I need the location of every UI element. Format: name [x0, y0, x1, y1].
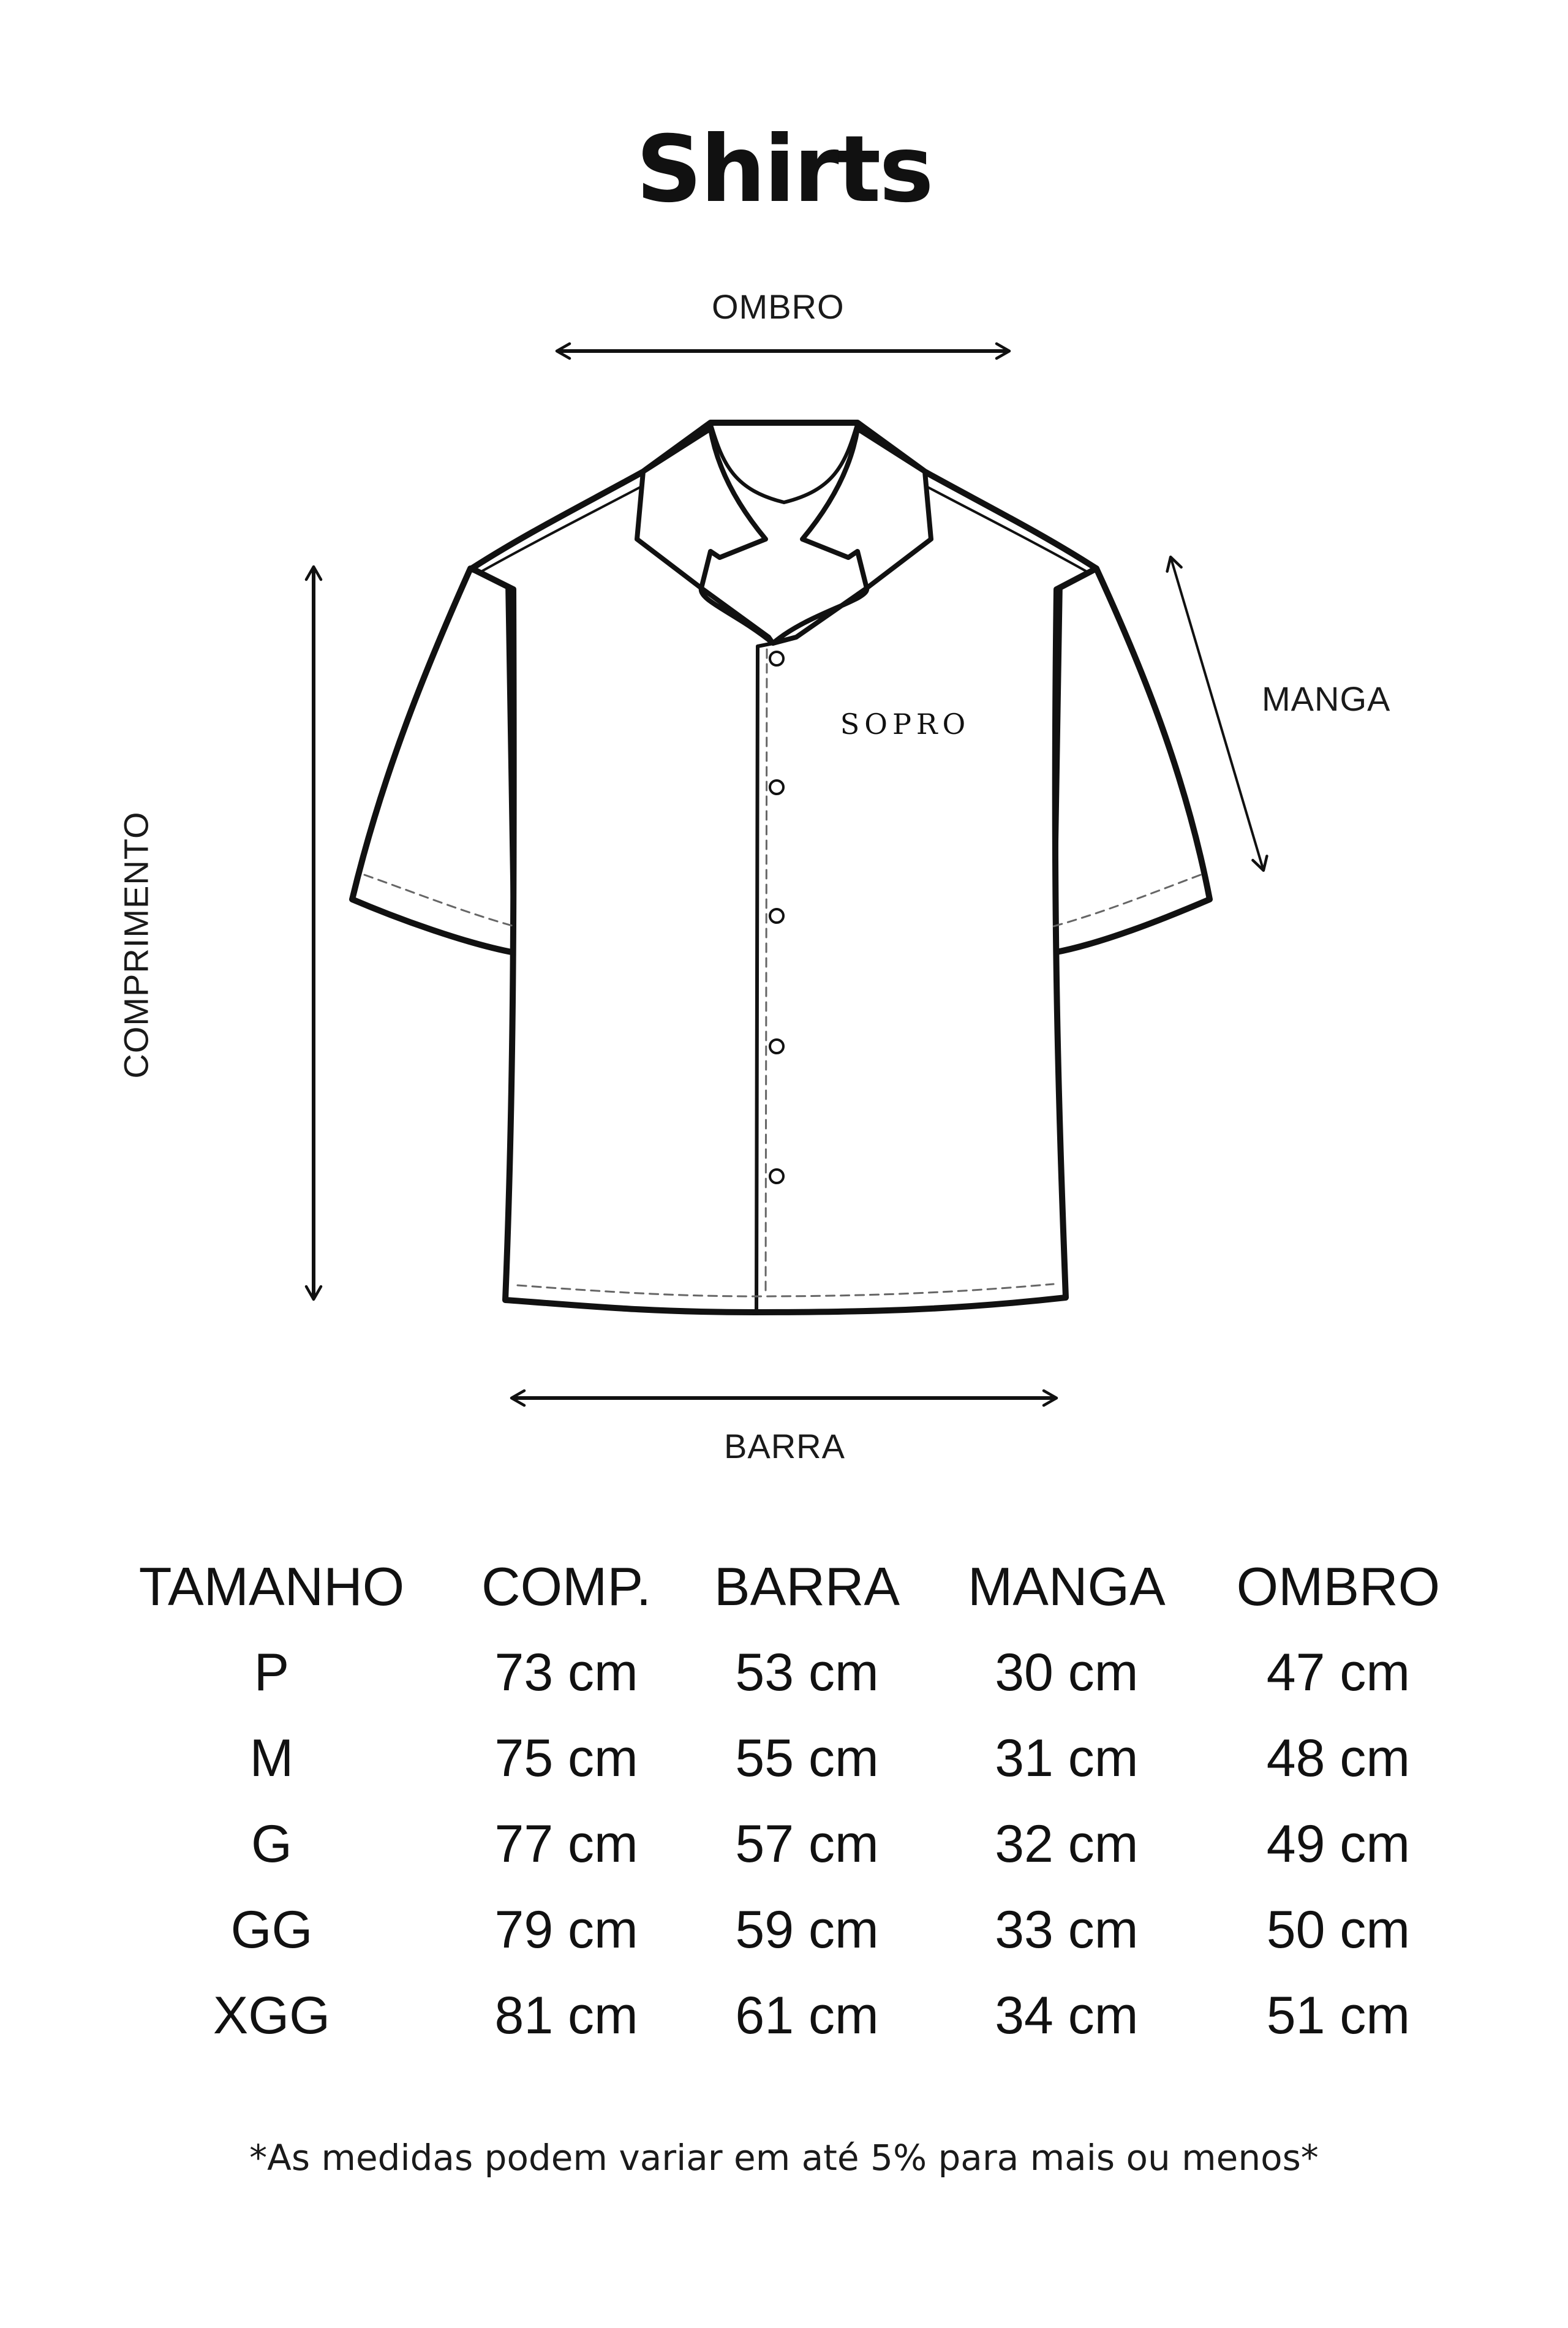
size-cell: M: [249, 1728, 294, 1788]
barra-label: BARRA: [724, 1427, 845, 1465]
comp-cell: 81 cm: [494, 1986, 638, 2045]
barra-cell: 59 cm: [735, 1900, 879, 1959]
size-cell: G: [251, 1814, 292, 1873]
header-ombro: OMBRO: [1236, 1556, 1441, 1617]
barra-cell: 53 cm: [735, 1642, 879, 1702]
manga-cell: 34 cm: [995, 1986, 1139, 2045]
ombro-cell: 47 cm: [1266, 1642, 1410, 1702]
comp-cell: 73 cm: [494, 1642, 638, 1702]
button-1: [770, 652, 783, 665]
comprimento-label: COMPRIMENTO: [116, 811, 156, 1079]
comp-cell: 77 cm: [494, 1814, 638, 1873]
ombro-label: OMBRO: [712, 287, 845, 326]
barra-cell: 57 cm: [735, 1814, 879, 1873]
header-tamanho: TAMANHO: [138, 1556, 405, 1617]
table-row: [92, 1801, 1476, 1887]
ombro-cell: 50 cm: [1266, 1900, 1410, 1959]
table-header-row: [92, 1544, 1476, 1630]
header-comp: COMP.: [481, 1556, 652, 1617]
brand-logo: SOPRO: [840, 708, 971, 741]
disclaimer-note: *As medidas podem variar em até 5% para mais ou menos*: [249, 2137, 1319, 2179]
comp-cell: 75 cm: [494, 1728, 638, 1788]
table-row: [92, 1715, 1476, 1801]
ombro-cell: 49 cm: [1266, 1814, 1410, 1873]
table-row: [92, 1630, 1476, 1715]
button-3: [770, 909, 783, 923]
button-2: [770, 780, 783, 794]
size-cell: XGG: [213, 1986, 331, 2045]
manga-cell: 30 cm: [995, 1642, 1139, 1702]
manga-cell: 31 cm: [995, 1728, 1139, 1788]
header-manga: MANGA: [967, 1556, 1166, 1617]
manga-cell: 32 cm: [995, 1814, 1139, 1873]
size-table: [92, 1544, 1476, 2058]
barra-cell: 61 cm: [735, 1986, 879, 2045]
ombro-cell: 51 cm: [1266, 1986, 1410, 2045]
page-title: Shirts: [636, 116, 932, 223]
size-cell: GG: [230, 1900, 313, 1959]
table-row: [92, 1887, 1476, 1973]
manga-label: MANGA: [1262, 679, 1391, 718]
barra-cell: 55 cm: [735, 1728, 879, 1788]
button-5: [770, 1170, 783, 1183]
table-row: [92, 1973, 1476, 2058]
size-cell: P: [254, 1642, 290, 1702]
manga-cell: 33 cm: [995, 1900, 1139, 1959]
ombro-cell: 48 cm: [1266, 1728, 1410, 1788]
comp-cell: 79 cm: [494, 1900, 638, 1959]
header-barra: BARRA: [714, 1556, 900, 1617]
button-4: [770, 1040, 783, 1053]
